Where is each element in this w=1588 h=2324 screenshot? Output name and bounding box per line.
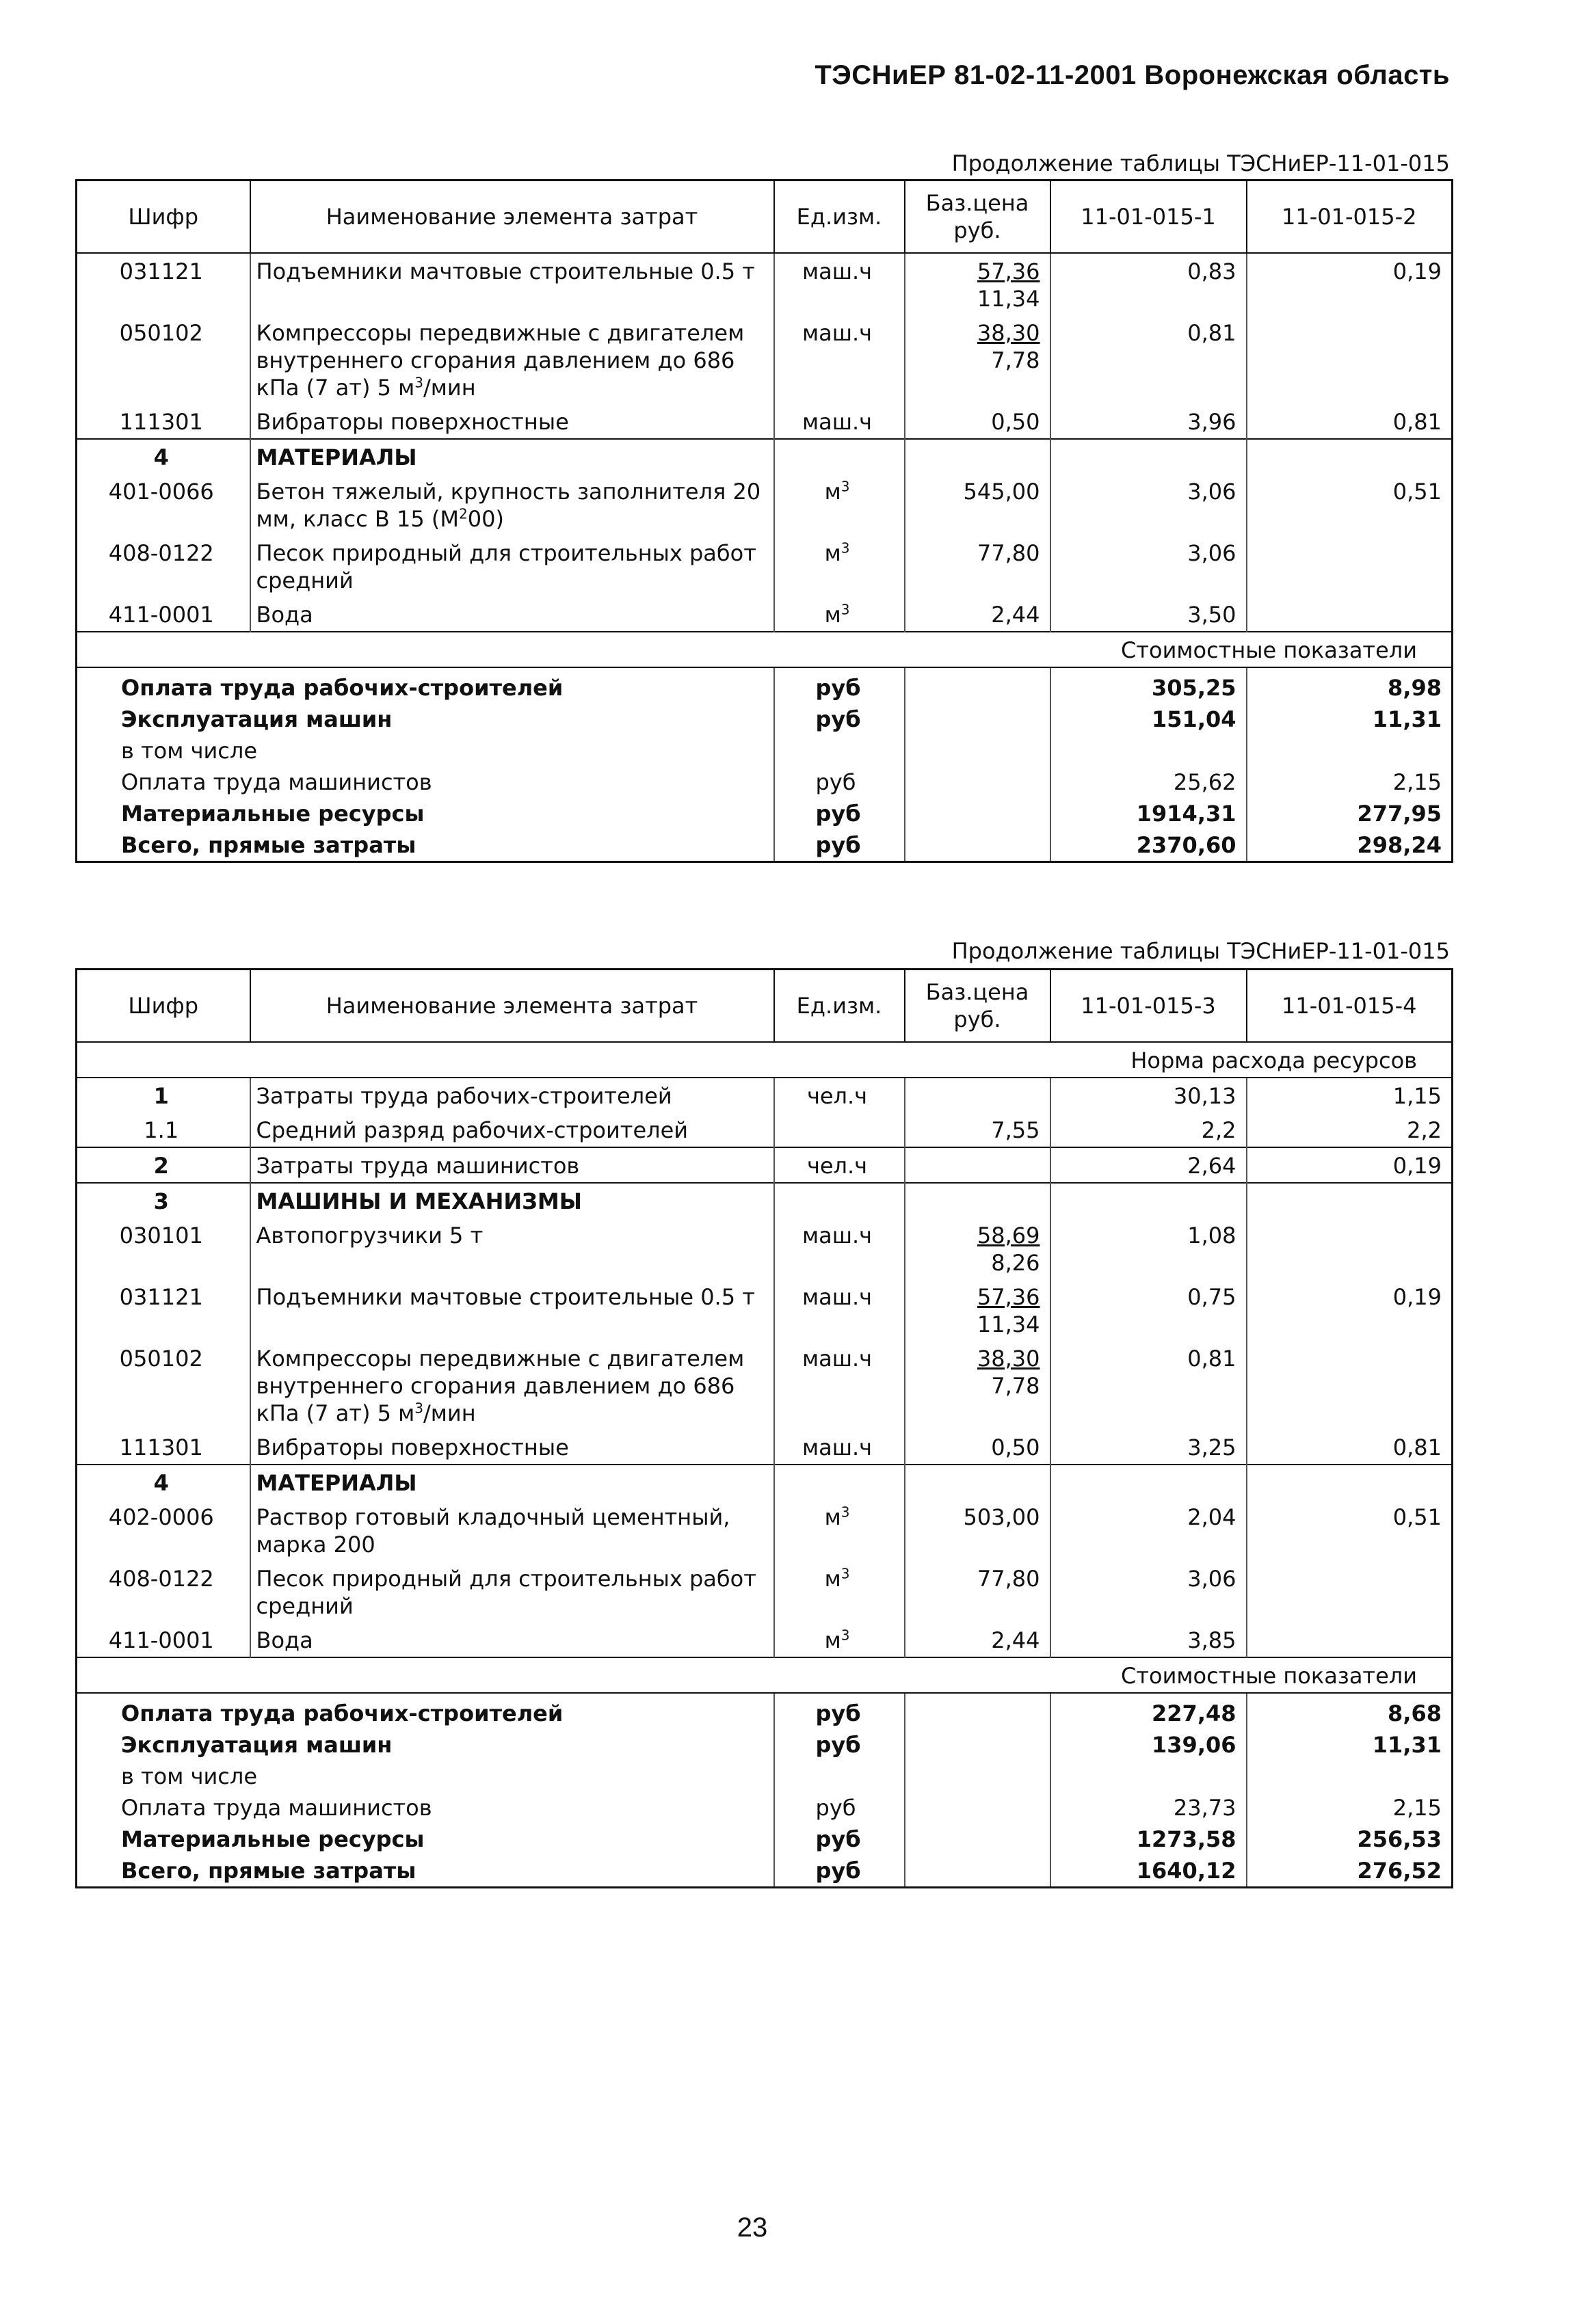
summary-value-1: [1050, 1761, 1247, 1792]
summary-row: [77, 1792, 1453, 1824]
table-row: [77, 1622, 1453, 1657]
table-row: [77, 1279, 1453, 1341]
header-v2: 11-01-015-4: [1247, 970, 1453, 1043]
unit-superscript: 3: [841, 601, 850, 618]
row-value-2: [1247, 1561, 1453, 1622]
summary-unit: руб: [774, 667, 905, 704]
row-price: 0,50: [905, 404, 1050, 439]
row-value-2: [1247, 1218, 1453, 1279]
table-header-row: [77, 970, 1453, 1043]
summary-label: Эксплуатация машин: [121, 706, 393, 732]
row-value-1: 3,06: [1050, 474, 1247, 535]
header-unit: Ед.изм.: [774, 970, 905, 1043]
unit-text: м: [824, 540, 841, 566]
unit-text: м: [824, 1627, 841, 1653]
summary-row: [77, 1761, 1453, 1792]
row-value-2: [1247, 597, 1453, 632]
header-name: Наименование элемента затрат: [250, 181, 774, 254]
summary-label: в том числе: [121, 738, 257, 764]
cost-indicators-row: [77, 1657, 1453, 1693]
row-code: 411-0001: [77, 1622, 250, 1657]
row-code: 111301: [77, 404, 250, 439]
row-value-1: 2,64: [1050, 1147, 1247, 1183]
summary-value-2: 11,31: [1247, 1729, 1453, 1761]
table-row: [77, 315, 1453, 404]
row-name: Подъемники мачтовые строительные 0.5 т: [250, 253, 774, 315]
summary-unit: руб: [774, 1792, 905, 1824]
row-value-2: 1,15: [1247, 1078, 1453, 1112]
table-row: [77, 404, 1453, 439]
row-code: 2: [77, 1147, 250, 1183]
row-name: Затраты труда машинистов: [250, 1147, 774, 1183]
price-wage: 8,26: [991, 1250, 1040, 1276]
summary-value-1: 1640,12: [1050, 1855, 1247, 1888]
table-header-row: [77, 181, 1453, 254]
row-price: 77,80: [905, 1561, 1050, 1622]
row-price: [905, 1078, 1050, 1112]
row-value-1: 3,06: [1050, 535, 1247, 597]
unit-text: м: [824, 1566, 841, 1592]
row-value-1: 3,50: [1050, 597, 1247, 632]
row-value-1: 3,25: [1050, 1430, 1247, 1465]
row-name: Затраты труда рабочих-строителей: [250, 1078, 774, 1112]
table-row: [77, 1430, 1453, 1465]
price-total: 57,36: [977, 1284, 1040, 1310]
summary-label: Оплата труда машинистов: [121, 1795, 432, 1821]
table2-continuation-caption: Продолжение таблицы ТЭСНиЕР-11-01-015: [951, 938, 1450, 964]
section-title: МАТЕРИАЛЫ: [250, 439, 774, 474]
row-value-2: [1247, 535, 1453, 597]
section-row-materials: [77, 439, 1453, 474]
resource-table-1: [75, 179, 1453, 863]
name-suffix: /мин: [423, 375, 476, 401]
summary-value-1: 1273,58: [1050, 1824, 1247, 1855]
row-unit: чел.ч: [774, 1147, 905, 1183]
row-price: [905, 253, 1050, 315]
table-row: [77, 253, 1453, 315]
unit-superscript: 3: [841, 1565, 850, 1582]
summary-row: [77, 1729, 1453, 1761]
row-code: 1: [77, 1078, 250, 1112]
row-unit: [774, 1561, 905, 1622]
summary-row: [77, 798, 1453, 829]
summary-unit: руб: [774, 798, 905, 829]
row-unit: [774, 474, 905, 535]
row-value-2: [1247, 315, 1453, 404]
table-row: [77, 1561, 1453, 1622]
summary-row: [77, 1855, 1453, 1888]
summary-unit: руб: [774, 1693, 905, 1729]
row-value-1: 0,81: [1050, 315, 1247, 404]
resource-table-2: [75, 968, 1453, 1888]
row-price: 77,80: [905, 535, 1050, 597]
row-value-1: 2,2: [1050, 1112, 1247, 1147]
summary-unit: руб: [774, 829, 905, 862]
summary-value-2: 2,15: [1247, 766, 1453, 798]
row-code: 411-0001: [77, 597, 250, 632]
summary-label: Оплата труда рабочих-строителей: [121, 675, 564, 701]
row-code: 408-0122: [77, 535, 250, 597]
summary-value-1: [1050, 735, 1247, 766]
row-unit: чел.ч: [774, 1078, 905, 1112]
table-row: [77, 1499, 1453, 1561]
row-value-2: 0,51: [1247, 1499, 1453, 1561]
summary-value-1: 227,48: [1050, 1693, 1247, 1729]
table-row: [77, 1147, 1453, 1183]
summary-unit: руб: [774, 1855, 905, 1888]
table2: [75, 968, 1451, 1888]
summary-label: Материальные ресурсы: [121, 801, 425, 827]
row-code: 408-0122: [77, 1561, 250, 1622]
summary-value-1: 1914,31: [1050, 798, 1247, 829]
row-code: 030101: [77, 1218, 250, 1279]
name-suffix: /мин: [423, 1400, 476, 1426]
row-name: [250, 474, 774, 535]
row-code: 031121: [77, 253, 250, 315]
unit-superscript: 3: [841, 478, 850, 495]
summary-value-2: 11,31: [1247, 704, 1453, 735]
norm-label-row: [77, 1042, 1453, 1078]
row-unit: маш.ч: [774, 253, 905, 315]
row-name: Песок природный для строительных работ средний: [250, 1561, 774, 1622]
header-code: Шифр: [77, 181, 250, 254]
row-value-1: 3,06: [1050, 1561, 1247, 1622]
name-text: Компрессоры передвижные с двигателем внутреннего сгорания давлением до 686 кПа (7 ат) 5 м: [256, 320, 745, 401]
table1: [75, 179, 1451, 863]
header-price: Баз.цена руб.: [905, 181, 1050, 254]
header-v1: 11-01-015-1: [1050, 181, 1247, 254]
summary-value-1: 139,06: [1050, 1729, 1247, 1761]
row-unit: маш.ч: [774, 1218, 905, 1279]
summary-unit: руб: [774, 1729, 905, 1761]
summary-value-2: 8,68: [1247, 1693, 1453, 1729]
row-value-2: 0,81: [1247, 1430, 1453, 1465]
row-code: 1.1: [77, 1112, 250, 1147]
row-price: 0,50: [905, 1430, 1050, 1465]
summary-value-1: 2370,60: [1050, 829, 1247, 862]
cost-indicators-label: Стоимостные показатели: [77, 632, 1453, 667]
cost-indicators-label: Стоимостные показатели: [77, 1657, 1453, 1693]
summary-row: [77, 766, 1453, 798]
summary-row: [77, 735, 1453, 766]
row-unit: [774, 1499, 905, 1561]
row-unit: маш.ч: [774, 315, 905, 404]
row-code: 401-0066: [77, 474, 250, 535]
row-unit: [774, 535, 905, 597]
row-name: Вода: [250, 597, 774, 632]
summary-value-2: 8,98: [1247, 667, 1453, 704]
summary-label: Эксплуатация машин: [121, 1732, 393, 1758]
name-suffix: 00): [467, 506, 504, 532]
unit-superscript: 3: [841, 1504, 850, 1521]
price-total: 57,36: [977, 258, 1040, 284]
summary-row: [77, 704, 1453, 735]
row-price: [905, 1147, 1050, 1183]
summary-row: [77, 1693, 1453, 1729]
row-code: 402-0006: [77, 1499, 250, 1561]
header-v2: 11-01-015-2: [1247, 181, 1453, 254]
row-name: [250, 1341, 774, 1430]
unit-superscript: 3: [841, 539, 850, 557]
name-superscript: 3: [414, 1400, 423, 1417]
row-value-1: 0,81: [1050, 1341, 1247, 1430]
row-name: Раствор готовый кладочный цементный, марка 200: [250, 1499, 774, 1561]
row-code: 111301: [77, 1430, 250, 1465]
section-row-materials: [77, 1465, 1453, 1499]
table-row: [77, 474, 1453, 535]
row-price: [905, 1279, 1050, 1341]
section-code: 4: [77, 439, 250, 474]
summary-value-2: [1247, 735, 1453, 766]
row-unit: маш.ч: [774, 404, 905, 439]
row-value-2: 0,81: [1247, 404, 1453, 439]
row-name: Автопогрузчики 5 т: [250, 1218, 774, 1279]
row-value-2: 2,2: [1247, 1112, 1453, 1147]
summary-value-2: 276,52: [1247, 1855, 1453, 1888]
row-name: Средний разряд рабочих-строителей: [250, 1112, 774, 1147]
table1-continuation-caption: Продолжение таблицы ТЭСНиЕР-11-01-015: [951, 150, 1450, 176]
summary-value-1: 23,73: [1050, 1792, 1247, 1824]
summary-unit: [774, 1761, 905, 1792]
row-unit: маш.ч: [774, 1430, 905, 1465]
row-price: 503,00: [905, 1499, 1050, 1561]
summary-label: Всего, прямые затраты: [121, 832, 416, 858]
row-name: Вибраторы поверхностные: [250, 1430, 774, 1465]
summary-value-2: [1247, 1761, 1453, 1792]
row-price: 7,55: [905, 1112, 1050, 1147]
row-value-2: [1247, 1341, 1453, 1430]
row-price: 545,00: [905, 474, 1050, 535]
row-value-2: 0,19: [1247, 1279, 1453, 1341]
row-unit: маш.ч: [774, 1279, 905, 1341]
row-name: [250, 315, 774, 404]
document-header: ТЭСНиЕР 81-02-11-2001 Воронежская область: [815, 60, 1450, 90]
row-price: [905, 315, 1050, 404]
row-price: 2,44: [905, 597, 1050, 632]
price-total: 38,30: [977, 320, 1040, 346]
price-total: 58,69: [977, 1223, 1040, 1248]
row-price: [905, 1218, 1050, 1279]
row-value-1: 1,08: [1050, 1218, 1247, 1279]
row-unit: [774, 597, 905, 632]
name-text: Компрессоры передвижные с двигателем внутреннего сгорания давлением до 686 кПа (7 ат) 5 м: [256, 1346, 745, 1426]
summary-unit: [774, 735, 905, 766]
summary-label: Всего, прямые затраты: [121, 1858, 416, 1884]
summary-value-2: 256,53: [1247, 1824, 1453, 1855]
row-code: 050102: [77, 1341, 250, 1430]
row-price: [905, 1341, 1050, 1430]
section-row-machines: [77, 1183, 1453, 1218]
name-text: Бетон тяжелый, крупность заполнителя 20 мм, класс В 15 (М: [256, 479, 761, 532]
section-code: 3: [77, 1183, 250, 1218]
table-row: [77, 1112, 1453, 1147]
summary-row: [77, 667, 1453, 704]
name-superscript: 2: [458, 505, 468, 522]
section-title: МАШИНЫ И МЕХАНИЗМЫ: [250, 1183, 774, 1218]
page-number: 23: [737, 2213, 768, 2243]
summary-label: Оплата труда машинистов: [121, 769, 432, 795]
row-name: Подъемники мачтовые строительные 0.5 т: [250, 1279, 774, 1341]
row-price: 2,44: [905, 1622, 1050, 1657]
summary-value-2: 277,95: [1247, 798, 1453, 829]
row-value-1: 0,83: [1050, 253, 1247, 315]
norm-label: Норма расхода ресурсов: [77, 1042, 1453, 1078]
row-unit: маш.ч: [774, 1341, 905, 1430]
table-row: [77, 1341, 1453, 1430]
name-superscript: 3: [414, 374, 423, 391]
header-code: Шифр: [77, 970, 250, 1043]
row-value-2: 0,19: [1247, 253, 1453, 315]
summary-value-1: 151,04: [1050, 704, 1247, 735]
table-row: [77, 1078, 1453, 1112]
price-wage: 11,34: [977, 286, 1040, 312]
unit-text: м: [824, 1504, 841, 1530]
summary-value-2: 2,15: [1247, 1792, 1453, 1824]
row-value-1: 3,85: [1050, 1622, 1247, 1657]
summary-label: в том числе: [121, 1763, 257, 1789]
summary-label: Материальные ресурсы: [121, 1826, 425, 1852]
table-row: [77, 535, 1453, 597]
row-value-1: 3,96: [1050, 404, 1247, 439]
summary-unit: руб: [774, 704, 905, 735]
row-value-2: 0,51: [1247, 474, 1453, 535]
unit-text: м: [824, 602, 841, 628]
header-v1: 11-01-015-3: [1050, 970, 1247, 1043]
header-price: Баз.цена руб.: [905, 970, 1050, 1043]
summary-unit: руб: [774, 1824, 905, 1855]
summary-row: [77, 1824, 1453, 1855]
row-unit: [774, 1622, 905, 1657]
price-total: 38,30: [977, 1346, 1040, 1372]
row-value-1: 0,75: [1050, 1279, 1247, 1341]
price-wage: 11,34: [977, 1311, 1040, 1337]
summary-label: Оплата труда рабочих-строителей: [121, 1700, 564, 1726]
price-wage: 7,78: [991, 1373, 1040, 1399]
price-wage: 7,78: [991, 347, 1040, 373]
row-value-2: [1247, 1622, 1453, 1657]
cost-indicators-row: [77, 632, 1453, 667]
section-code: 4: [77, 1465, 250, 1499]
row-value-1: 30,13: [1050, 1078, 1247, 1112]
row-name: Вода: [250, 1622, 774, 1657]
row-code: 050102: [77, 315, 250, 404]
header-name: Наименование элемента затрат: [250, 970, 774, 1043]
row-unit: [774, 1112, 905, 1147]
row-value-2: 0,19: [1247, 1147, 1453, 1183]
row-value-1: 2,04: [1050, 1499, 1247, 1561]
row-name: Вибраторы поверхностные: [250, 404, 774, 439]
row-name: Песок природный для строительных работ средний: [250, 535, 774, 597]
summary-row: [77, 829, 1453, 862]
unit-superscript: 3: [841, 1627, 850, 1644]
summary-value-1: 25,62: [1050, 766, 1247, 798]
row-code: 031121: [77, 1279, 250, 1341]
summary-unit: руб: [774, 766, 905, 798]
unit-text: м: [824, 479, 841, 505]
section-title: МАТЕРИАЛЫ: [250, 1465, 774, 1499]
table-row: [77, 597, 1453, 632]
summary-value-1: 305,25: [1050, 667, 1247, 704]
summary-value-2: 298,24: [1247, 829, 1453, 862]
table-row: [77, 1218, 1453, 1279]
header-unit: Ед.изм.: [774, 181, 905, 254]
